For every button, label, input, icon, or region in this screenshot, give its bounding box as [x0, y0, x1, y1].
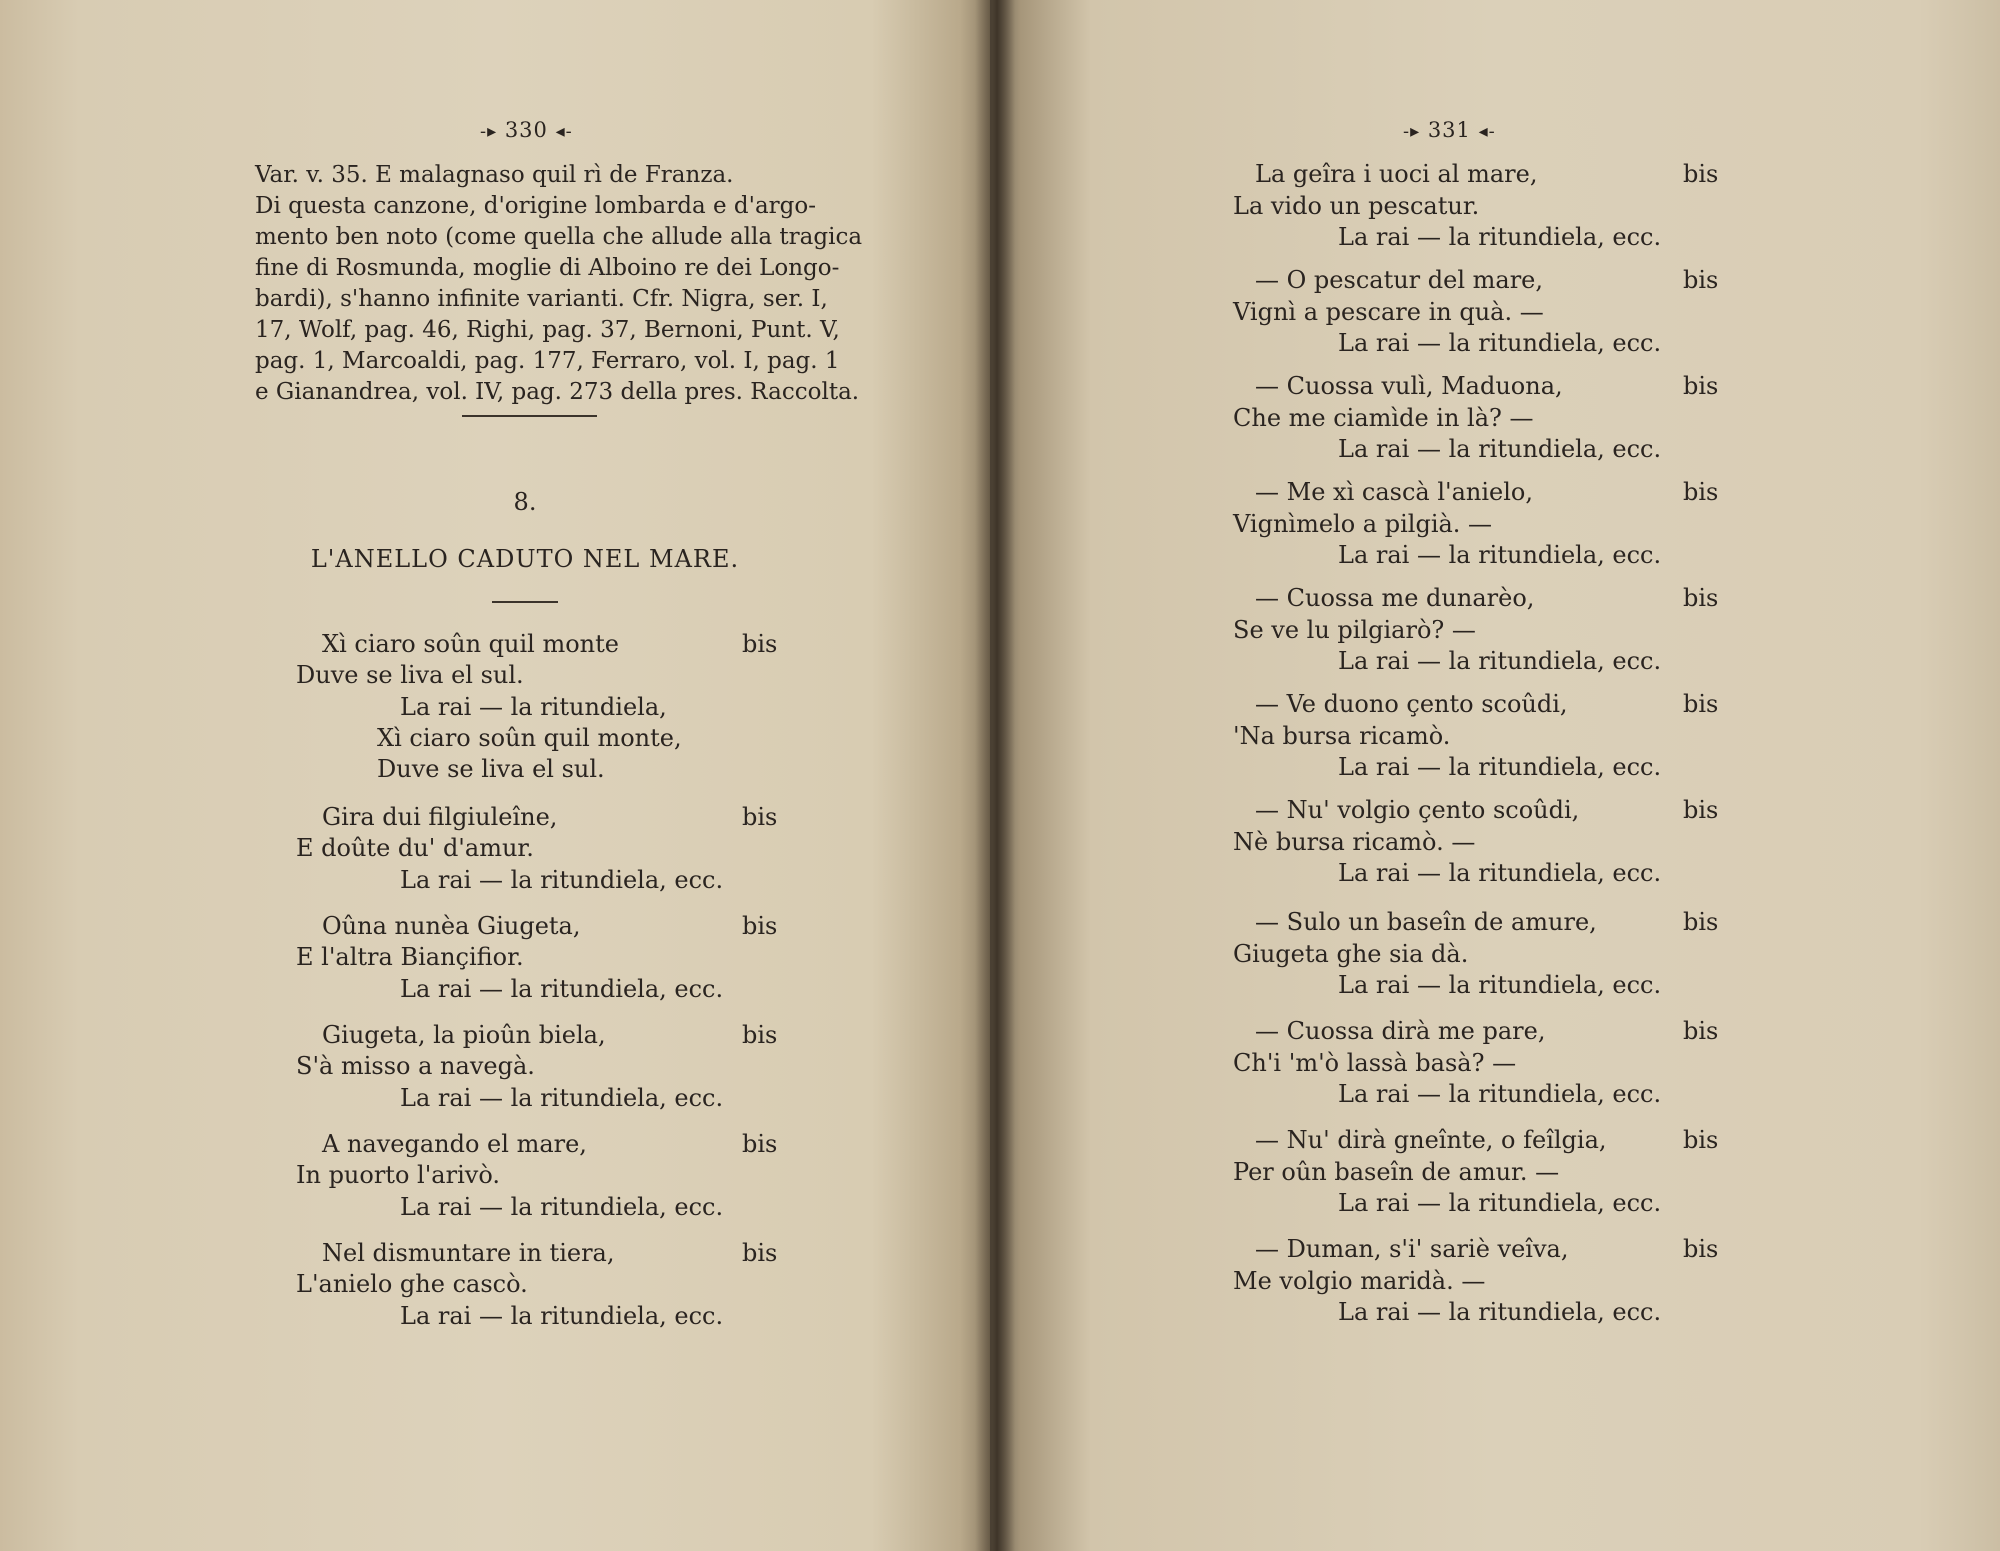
verse-line: La geîra i uoci al mare, [1255, 160, 1538, 188]
verse-line: Duve se liva el sul. [377, 755, 605, 783]
verse-line: Giugeta, la pioûn biela, [322, 1021, 606, 1049]
verse-line: In puorto l'arivò. [296, 1161, 500, 1189]
bis-marker: bis [1683, 266, 1719, 294]
bis-marker: bis [1683, 584, 1719, 612]
variant-note [255, 160, 863, 408]
note-line: mento ben noto (come quella che allude alla tragica [255, 224, 863, 250]
verse-line: Xì ciaro soûn quil monte [322, 630, 619, 658]
refrain-line: La rai — la ritundiela, ecc. [400, 1193, 724, 1221]
left-page-number: 330 [504, 118, 548, 142]
book-gutter [975, 0, 1015, 1551]
bis-marker: bis [1683, 478, 1719, 506]
section-number: 8. [513, 488, 537, 516]
refrain-line: La rai — la ritundiela, ecc. [1338, 647, 1662, 675]
verse-line: — O pescatur del mare, [1255, 266, 1544, 294]
note-line: fine di Rosmunda, moglie di Alboino re dei Longo- [255, 255, 840, 281]
refrain-line: La rai — la ritundiela, ecc. [1338, 859, 1662, 887]
refrain-line: La rai — la ritundiela, ecc. [400, 1084, 724, 1112]
verse-line: Nel dismuntare in tiera, [322, 1239, 615, 1267]
bis-marker: bis [1683, 908, 1719, 936]
right-ornament-icon: ◂- [1478, 121, 1496, 142]
verse-line: La vido un pescatur. [1233, 192, 1480, 220]
bis-marker: bis [742, 630, 778, 658]
verse-line: Ch'i 'm'ò lassà basà? — [1233, 1049, 1517, 1077]
refrain-line: La rai — la ritundiela, ecc. [1338, 1298, 1662, 1326]
refrain-line: La rai — la ritundiela, ecc. [1338, 223, 1662, 251]
verse-line: Per oûn baseîn de amur. — [1233, 1158, 1560, 1186]
refrain-line: La rai — la ritundiela, ecc. [1338, 753, 1662, 781]
verse-line: Che me ciamìde in là? — [1233, 404, 1534, 432]
bis-marker: bis [742, 912, 778, 940]
verse-line: — Sulo un baseîn de amure, [1255, 908, 1597, 936]
note-line: e Gianandrea, vol. IV, pag. 273 della pres. Raccolta. [255, 379, 860, 405]
left-page-header [480, 118, 573, 142]
note-line: bardi), s'hanno infinite varianti. Cfr. Nigra, ser. I, [255, 286, 828, 312]
refrain-line: La rai — la ritundiela, ecc. [1338, 1080, 1662, 1108]
verse-line: — Me xì cascà l'anielo, [1255, 478, 1533, 506]
bis-marker: bis [1683, 1017, 1719, 1045]
bis-marker: bis [1683, 1126, 1719, 1154]
bis-marker: bis [742, 803, 778, 831]
refrain-line: La rai — la ritundiela, ecc. [400, 866, 724, 894]
bis-marker: bis [1683, 1235, 1719, 1263]
left-ornament-icon: -▸ [1403, 121, 1421, 142]
bis-marker: bis [1683, 690, 1719, 718]
refrain-line: La rai — la ritundiela, ecc. [400, 975, 724, 1003]
verse-line: — Cuossa dirà me pare, [1255, 1017, 1546, 1045]
title-underline [492, 601, 558, 603]
verse-line: Me volgio maridà. — [1233, 1267, 1486, 1295]
refrain-line: La rai — la ritundiela, ecc. [1338, 541, 1662, 569]
bis-marker: bis [1683, 160, 1719, 188]
verse-line: Nè bursa ricamò. — [1233, 828, 1476, 856]
verse-line: — Duman, s'i' sariè veîva, [1255, 1235, 1569, 1263]
right-page-header [1403, 118, 1496, 142]
section-title: L'ANELLO CADUTO NEL MARE. [310, 545, 740, 573]
verse-line: — Nu' dirà gneînte, o feîlgia, [1255, 1126, 1607, 1154]
refrain-line: La rai — la ritundiela, ecc. [1338, 329, 1662, 357]
refrain-line: La rai — la ritundiela, ecc. [400, 1302, 724, 1330]
verse-line: L'anielo ghe cascò. [296, 1270, 528, 1298]
verse-line: Vignì a pescare in quà. — [1233, 298, 1544, 326]
verse-line: Gira dui filgiuleîne, [322, 803, 558, 831]
left-ornament-icon: -▸ [480, 121, 498, 142]
verse-line: Xì ciaro soûn quil monte, [377, 724, 682, 752]
verse-line: E l'altra Biançifior. [296, 943, 524, 971]
note-line: pag. 1, Marcoaldi, pag. 177, Ferraro, vol. I, pag. 1 [255, 348, 840, 374]
verse-line: Giugeta ghe sia dà. [1233, 940, 1469, 968]
right-page-number: 331 [1427, 118, 1471, 142]
verse-line: Oûna nunèa Giugeta, [322, 912, 581, 940]
note-line: Di questa canzone, d'origine lombarda e d'argo- [255, 193, 817, 219]
refrain-line: La rai — la ritundiela, ecc. [1338, 971, 1662, 999]
verse-line: A navegando el mare, [322, 1130, 587, 1158]
verse-line: — Cuossa me dunarèo, [1255, 584, 1535, 612]
refrain-line: La rai — la ritundiela, ecc. [1338, 435, 1662, 463]
refrain-line: La rai — la ritundiela, ecc. [1338, 1189, 1662, 1217]
verse-line: E doûte du' d'amur. [296, 834, 534, 862]
variant-line: Var. v. 35. E malagnaso quil rì de Franza. [255, 162, 734, 188]
section-divider [462, 415, 597, 417]
verse-line: S'à misso a navegà. [296, 1052, 535, 1080]
verse-line: Vignìmelo a pilgià. — [1233, 510, 1493, 538]
verse-line: — Cuossa vulì, Maduona, [1255, 372, 1563, 400]
bis-marker: bis [742, 1239, 778, 1267]
bis-marker: bis [1683, 372, 1719, 400]
verse-line: Duve se liva el sul. [296, 661, 524, 689]
verse-line: 'Na bursa ricamò. [1233, 722, 1451, 750]
note-line: 17, Wolf, pag. 46, Righi, pag. 37, Bernoni, Punt. V, [255, 317, 840, 343]
verse-line: — Ve duono çento scoûdi, [1255, 690, 1568, 718]
bis-marker: bis [742, 1021, 778, 1049]
bis-marker: bis [1683, 796, 1719, 824]
right-ornament-icon: ◂- [555, 121, 573, 142]
bis-marker: bis [742, 1130, 778, 1158]
verse-line: Se ve lu pilgiarò? — [1233, 616, 1476, 644]
refrain-line: La rai — la ritundiela, [400, 693, 667, 721]
verse-line: — Nu' volgio çento scoûdi, [1255, 796, 1580, 824]
